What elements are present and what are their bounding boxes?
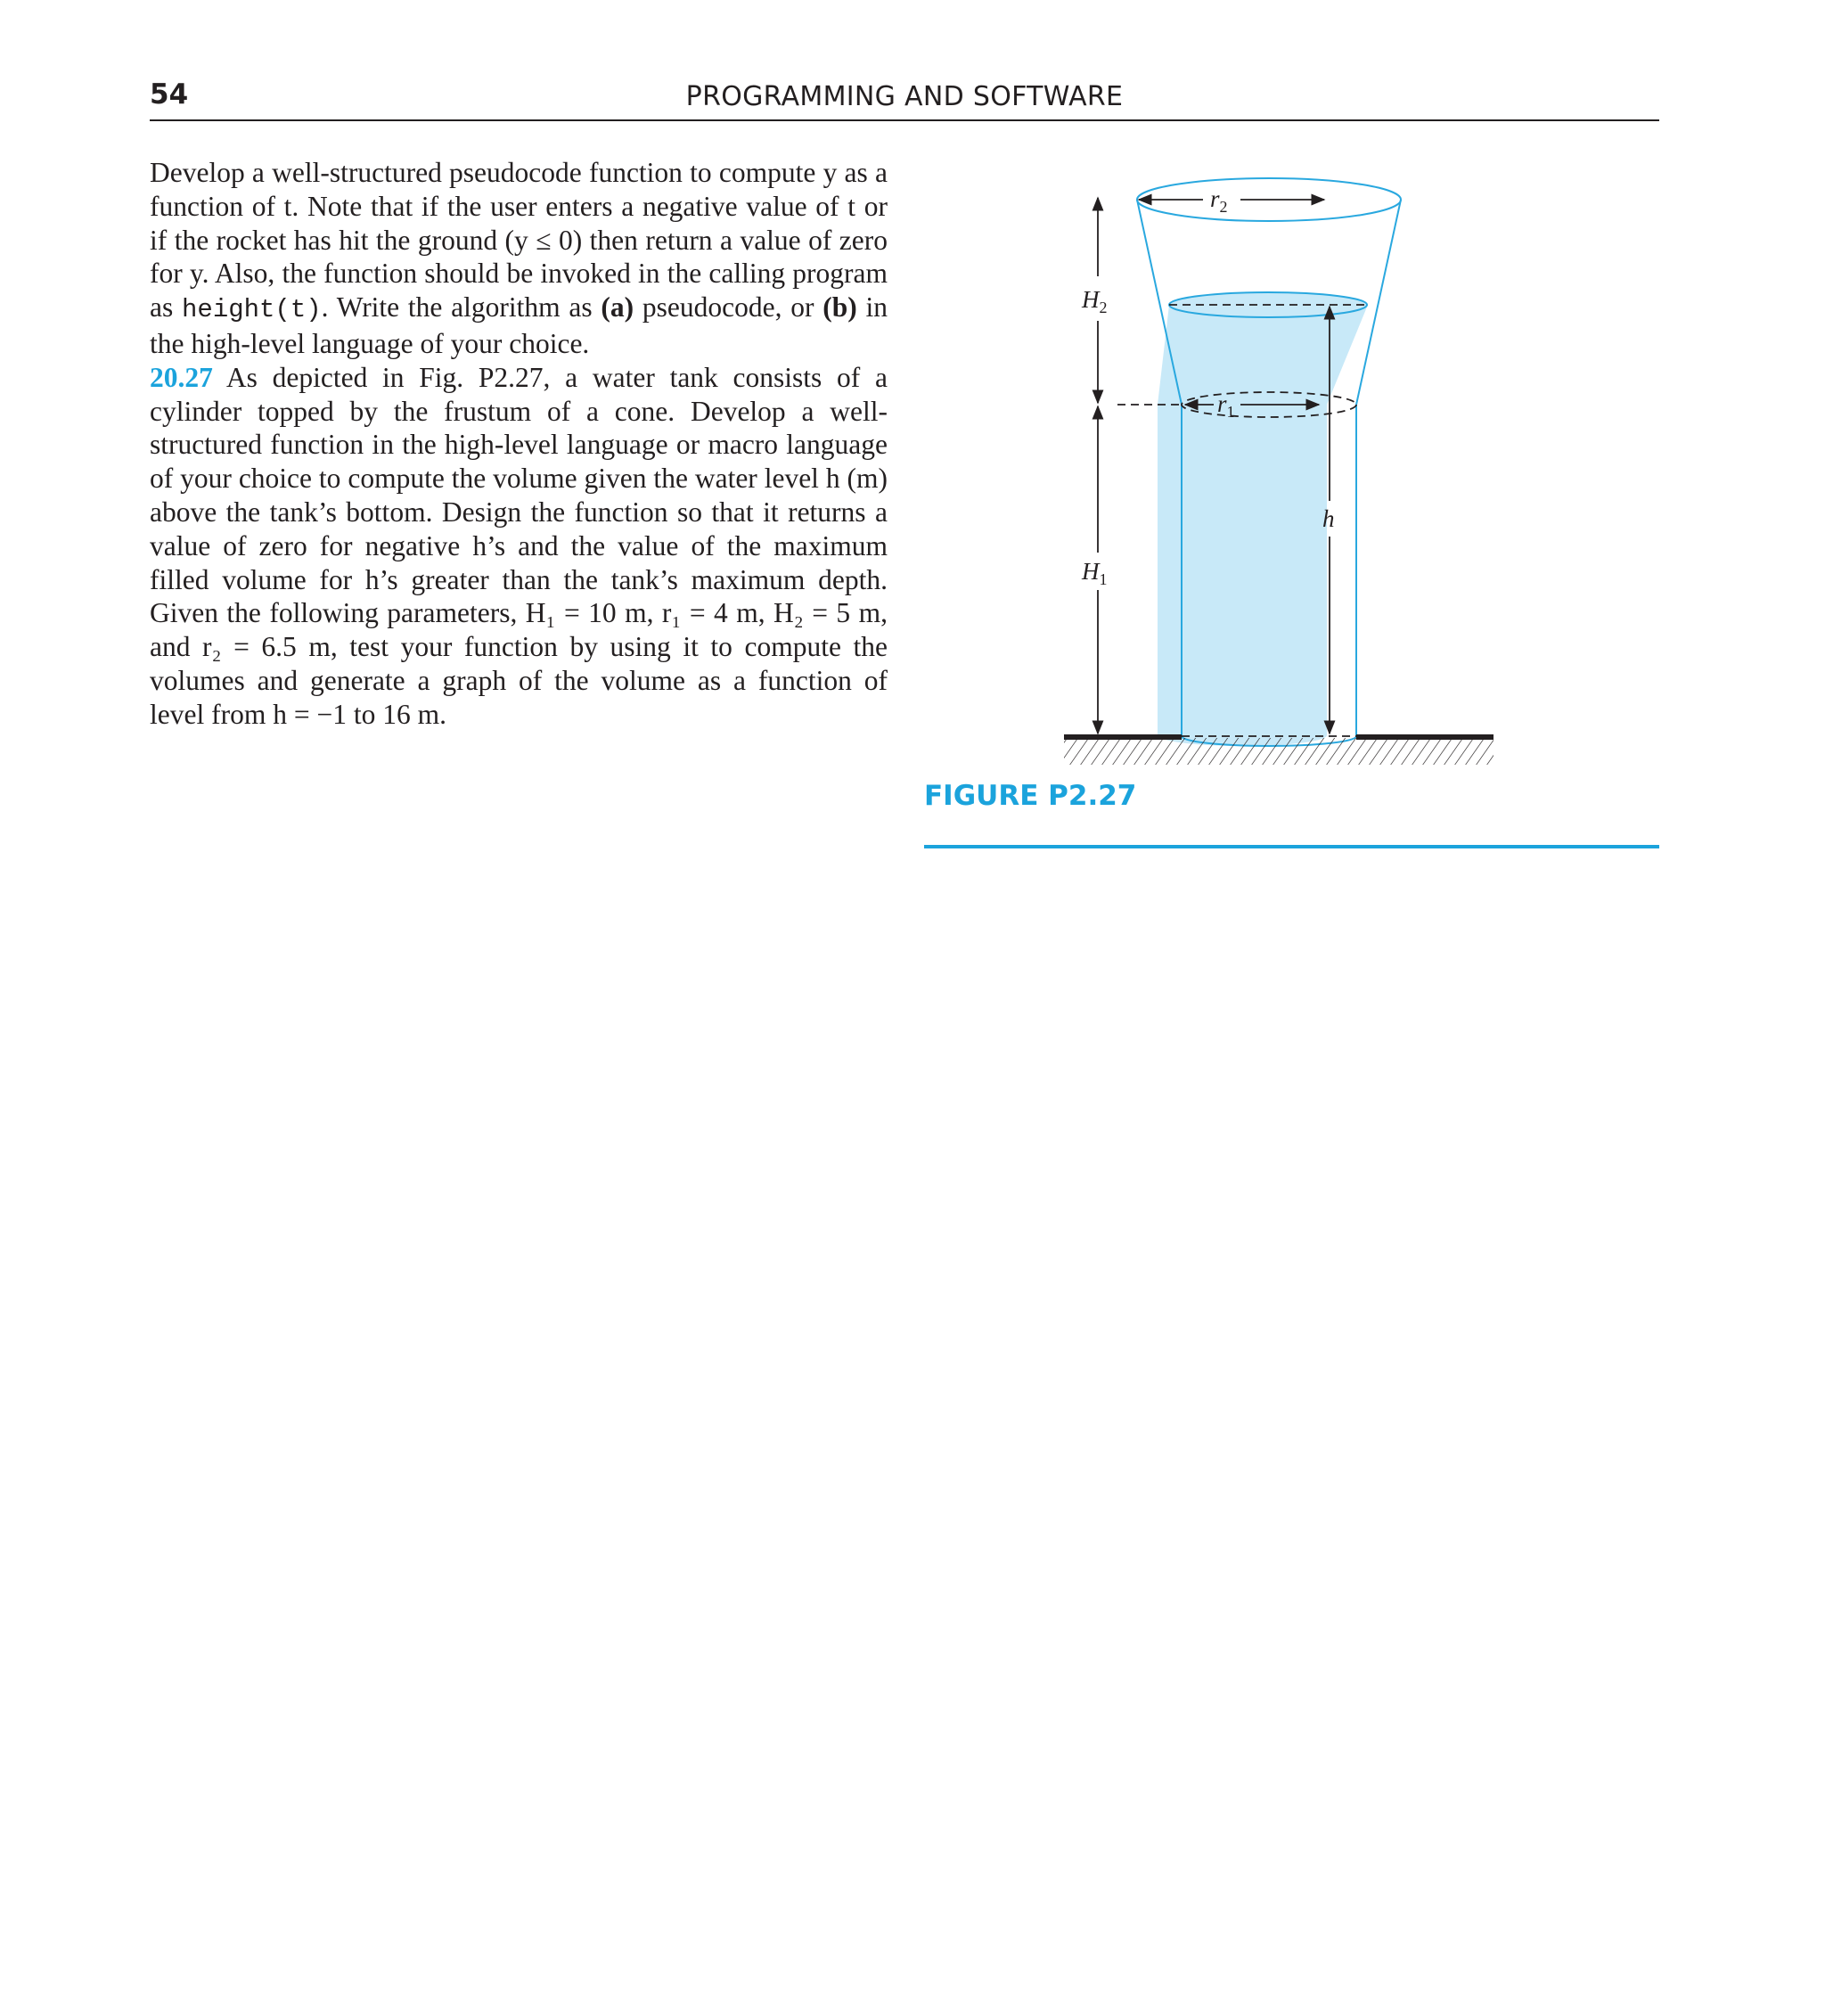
figure-caption: FIGURE P2.27 [924,780,1137,812]
option-a-label: (a) [601,291,634,324]
h-label: h [1322,505,1335,532]
running-head: PROGRAMMING AND SOFTWARE [685,81,1124,112]
problem-number: 20.27 [150,361,213,393]
page-number: 54 [150,78,189,111]
r2-label: $r_2$ [1210,185,1228,216]
para1-text: Develop a well-structured pseudocode function to compute y as a function of t. Note that if the user enters a negative value of t or if the rocket has hit the ground (y ≤ 0) then return a value of zero for y. Also, the function should be invoked in the calling program as [150,157,888,324]
page-header [150,78,1659,121]
r1-label: $r_1$ [1217,390,1235,421]
option-b-label: (b) [822,291,857,324]
water-tank-diagram [1060,152,1524,775]
figure-rule [924,845,1659,848]
para1-text4: in the high-level language of your choice. [150,291,888,359]
H1-label: $H_1$ [1082,558,1108,588]
para1-text3: pseudocode, or [642,291,814,324]
problem-text: As depicted in Fig. P2.27, a water tank consists of a cylinder topped by the frustum of a cone. Develop a well-structured function in the high-level language or macro language of your choice to compute the volume given the water level h (m) above the tank’s bottom. Design the function so that it returns a value of zero for negative h’s and the value of the maximum filled volume for h’s greater than the tank’s maximum depth. Given the following parameters, H₁ = 10 m, r₁ = 4 m, H₂ = 5 m, and r₂ = 6.5 m, test your function by using it to compute the volumes and generate a graph of the volume as a function of level from h = −1 to 16 m. [150,361,888,730]
water-fill [1158,305,1368,746]
body-text [150,156,888,732]
ground-hatching [1064,738,1494,765]
paragraph-problem-20-27 [150,361,888,732]
para1-text2: . Write the algorithm as [321,291,593,324]
paragraph-pseudocode-problem [150,156,888,361]
water-tank-figure [1060,152,1524,775]
code-height-call: height(t) [182,295,322,325]
H2-label: $H_2$ [1082,286,1108,316]
